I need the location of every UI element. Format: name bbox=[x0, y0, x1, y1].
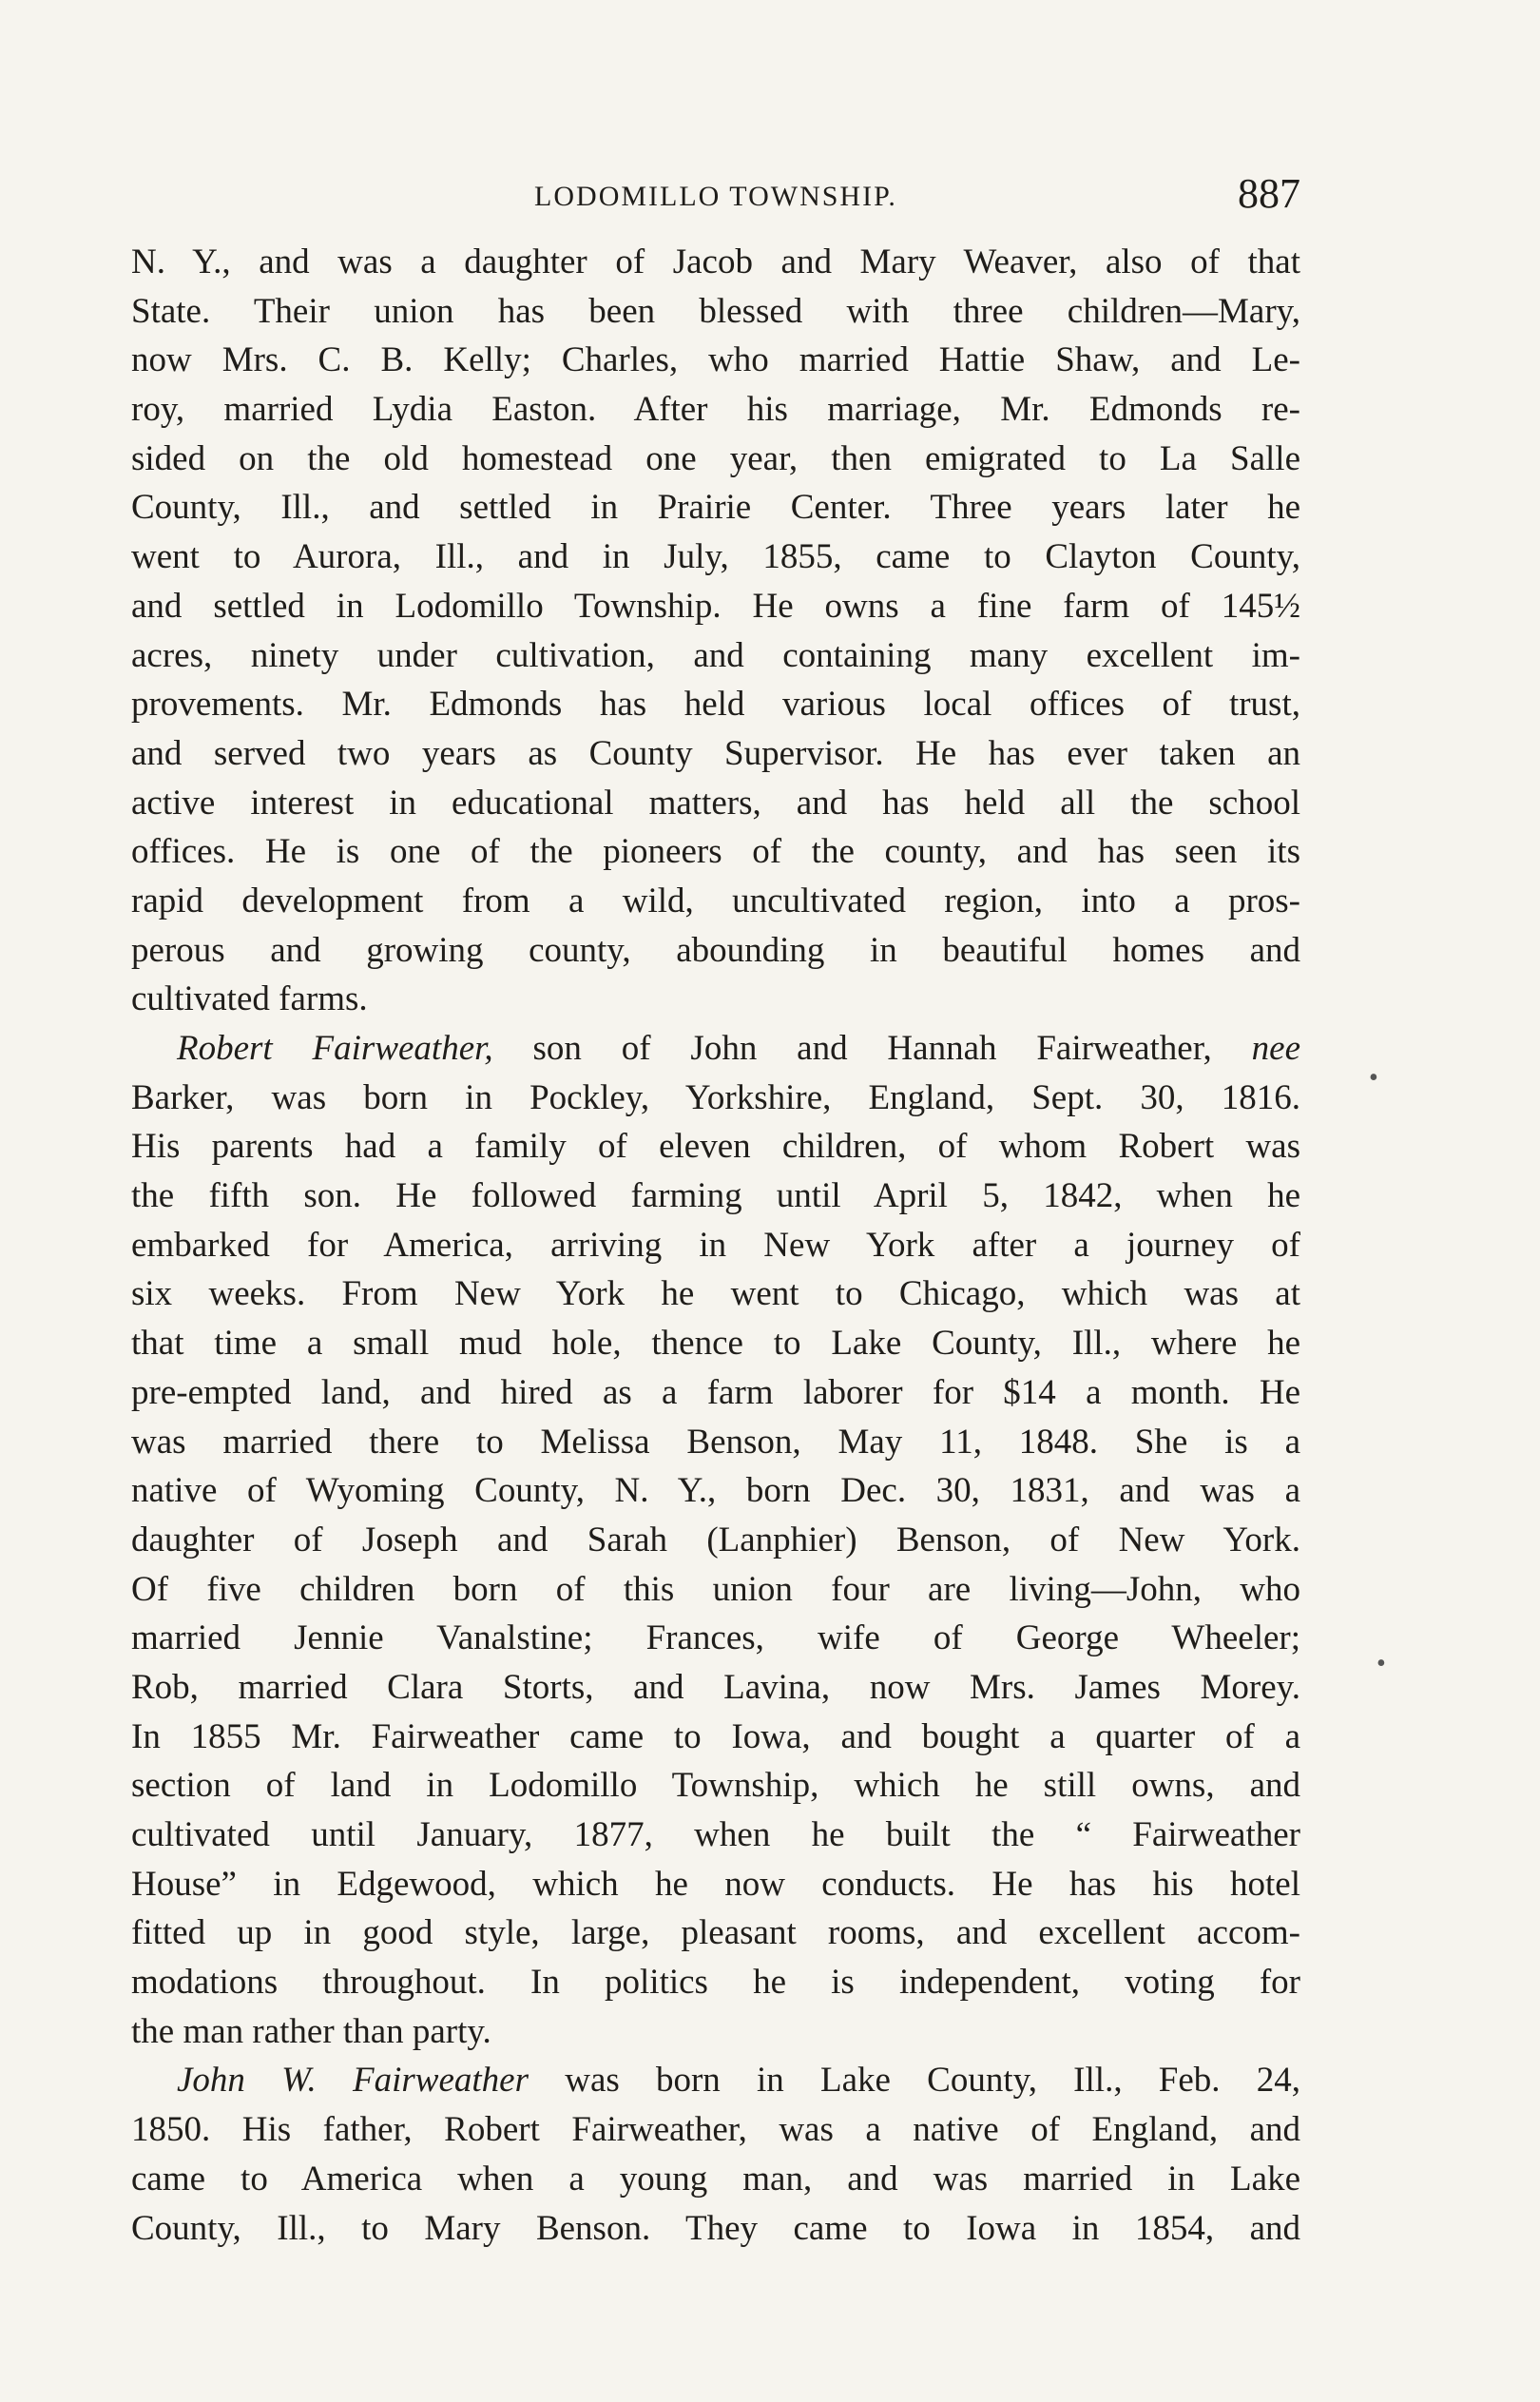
text-line: sided on the old homestead one year, then emigrated to La Salle bbox=[131, 438, 1300, 478]
text-line: cultivated until January, 1877, when he built the “ Fairweather bbox=[131, 1815, 1300, 1854]
text-line: In 1855 Mr. Fairweather came to Iowa, and bought a quarter of a bbox=[131, 1716, 1300, 1756]
text-line: that time a small mud hole, thence to Lake County, Ill., where he bbox=[131, 1324, 1300, 1364]
text-line: His parents had a family of eleven children, of whom Robert was bbox=[131, 1127, 1300, 1167]
text-line: went to Aurora, Ill., and in July, 1855, came to Clayton County, bbox=[131, 537, 1300, 577]
running-head bbox=[131, 169, 1300, 226]
text-line: modations throughout. In politics he is independent, voting for bbox=[131, 1963, 1300, 2003]
text-line: fitted up in good style, large, pleasant rooms, and excellent accom- bbox=[131, 1913, 1300, 1953]
text-line: section of land in Lodomillo Township, which he still owns, and bbox=[131, 1766, 1300, 1806]
text-line: the fifth son. He followed farming until April 5, 1842, when he bbox=[131, 1176, 1300, 1216]
text-line: pre-empted land, and hired as a farm laborer for $14 a month. He bbox=[131, 1372, 1300, 1412]
text-line: came to America when a young man, and was married in Lake bbox=[131, 2159, 1300, 2199]
line-text: was born in Lake County, Ill., Feb. 24, bbox=[529, 2061, 1300, 2101]
text-line: Rob, married Clara Storts, and Lavina, now Mrs. James Morey. bbox=[131, 1667, 1300, 1707]
text-line: native of Wyoming County, N. Y., born Dec. 30, 1831, and was a bbox=[131, 1471, 1300, 1511]
paragraph-first-line bbox=[131, 2056, 1300, 2105]
text-line: acres, ninety under cultivation, and containing many excellent im- bbox=[131, 635, 1300, 675]
text-line: County, Ill., and settled in Prairie Center. Three years later he bbox=[131, 488, 1300, 528]
nee-word: nee bbox=[1251, 1029, 1300, 1068]
text-line: and settled in Lodomillo Township. He owns a fine farm of 145½ bbox=[131, 586, 1300, 626]
person-name: John W. Fairweather bbox=[177, 2061, 529, 2101]
text-line: daughter of Joseph and Sarah (Lanphier) Benson, of New York. bbox=[131, 1520, 1300, 1559]
text-line: perous and growing county, abounding in beautiful homes and bbox=[131, 930, 1300, 970]
text-line: State. Their union has been blessed with three children—Mary, bbox=[131, 291, 1300, 331]
text-line: provements. Mr. Edmonds has held various local offices of trust, bbox=[131, 685, 1300, 725]
text-line: 1850. His father, Robert Fairweather, was a native of England, and bbox=[131, 2110, 1300, 2150]
text-line: now Mrs. C. B. Kelly; Charles, who married Hattie Shaw, and Le- bbox=[131, 340, 1300, 380]
body-text bbox=[131, 238, 1300, 2253]
text-line: County, Ill., to Mary Benson. They came to Iowa in 1854, and bbox=[131, 2208, 1300, 2248]
text-line: six weeks. From New York he went to Chicago, which was at bbox=[131, 1274, 1300, 1314]
margin-mark: • bbox=[1376, 1649, 1386, 1678]
text-line: embarked for America, arriving in New York after a journey of bbox=[131, 1225, 1300, 1265]
text-line: active interest in educational matters, and has held all the school bbox=[131, 783, 1300, 823]
line-text: son of John and Hannah Fairweather, bbox=[492, 1029, 1252, 1068]
paragraph-first-line bbox=[131, 1024, 1300, 1074]
text-line: Barker, was born in Pockley, Yorkshire, England, Sept. 30, 1816. bbox=[131, 1077, 1300, 1117]
text-line: the man rather than party. bbox=[131, 2011, 491, 2051]
text-line: N. Y., and was a daughter of Jacob and Mary Weaver, also of that bbox=[131, 242, 1300, 281]
page-number: 887 bbox=[1238, 170, 1300, 217]
text-line: and served two years as County Supervisor. He has ever taken an bbox=[131, 733, 1300, 773]
text-line: was married there to Melissa Benson, May 11, 1848. She is a bbox=[131, 1422, 1300, 1462]
text-line: rapid development from a wild, uncultivated region, into a pros- bbox=[131, 881, 1300, 920]
text-line: House” in Edgewood, which he now conducts. He has his hotel bbox=[131, 1864, 1300, 1904]
margin-mark: • bbox=[1369, 1063, 1378, 1093]
text-line: roy, married Lydia Easton. After his marriage, Mr. Edmonds re- bbox=[131, 390, 1300, 430]
running-title: LODOMILLO TOWNSHIP. bbox=[534, 181, 897, 212]
text-line: Of five children born of this union four are living—John, who bbox=[131, 1569, 1300, 1609]
text-line: cultivated farms. bbox=[131, 979, 368, 1019]
text-line: offices. He is one of the pioneers of the county, and has seen its bbox=[131, 832, 1300, 872]
text-line: married Jennie Vanalstine; Frances, wife of George Wheeler; bbox=[131, 1618, 1300, 1658]
person-name: Robert Fairweather, bbox=[177, 1029, 493, 1068]
